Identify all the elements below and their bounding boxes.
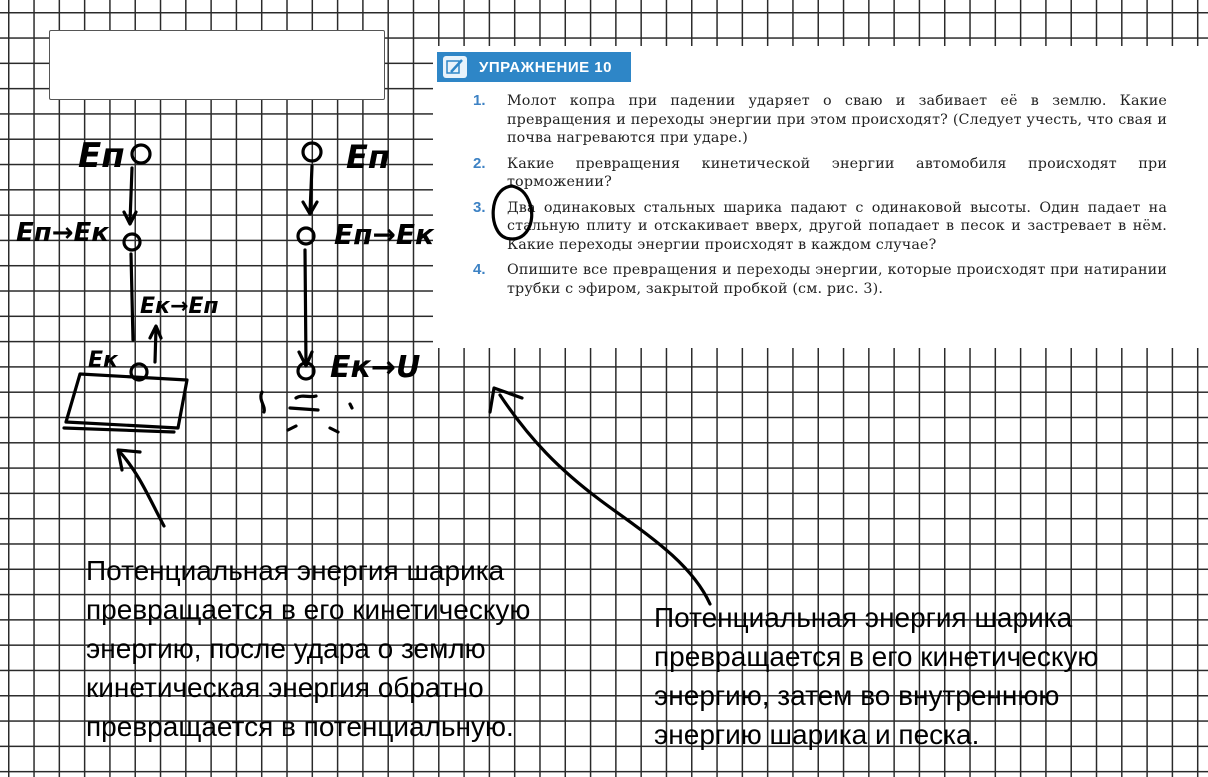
label-ep-left-top: Eп <box>78 136 125 176</box>
exercise-title: УПРАЖНЕНИЕ 10 <box>479 58 612 76</box>
label-ek-u-right: Eк→U <box>330 350 421 385</box>
pointer-right-head <box>490 388 522 412</box>
ball-mid-left <box>124 234 140 250</box>
label-ek-left-bottom: Eк <box>88 348 118 373</box>
circle-mark <box>493 186 532 239</box>
bounce-arrow-left <box>155 328 156 362</box>
label-ep-right-top: Eп <box>346 138 390 176</box>
exercise-text: Молот копра при падении ударяет о сваю и забивает её в землю. Какие превращения и переходы энергии при этом происходят? (Следует учесть, что свая и почва нагреваются при ударе.) <box>507 93 1167 146</box>
exercise-text: Какие превращения кинетической энергии автомобиля происходят при торможении? <box>507 155 1167 190</box>
sand-marks <box>261 392 352 432</box>
ball-top-left <box>132 145 150 163</box>
ball-top-right <box>303 143 321 161</box>
label-ek-ep-left: Eк→Eп <box>140 294 219 319</box>
exercise-number: 2. <box>473 154 486 172</box>
exercise-number: 1. <box>473 92 486 109</box>
caption-sand: Потенциальная энергия шарика превращается в его кинетическую энергию, затем во внутреннюю энергию шарика и песка. <box>654 602 1099 750</box>
pointer-left-shaft <box>120 452 164 526</box>
fall-line-right <box>305 250 306 364</box>
ball-mid-right <box>298 228 314 244</box>
caption-steel-plate: Потенциальная энергия шарика превращается в его кинетическую энергию, после удара о землю кинетическая энергия обратно превращается в потенциальную. <box>86 555 531 742</box>
fall-arrow-left <box>130 168 132 222</box>
exercise-number: 3. <box>473 198 486 216</box>
exercise-number: 4. <box>473 261 486 278</box>
exercise-text: Два одинаковых стальных шарика падают с одинаковой высоты. Один падает на стальную плиту и отскакивает вверх, другой попадает в песок и застревает в нём. Какие переходы энергии происходят в каждом случае? <box>507 199 1167 253</box>
steel-plate <box>66 374 187 428</box>
fall-line-left <box>131 254 133 340</box>
ground-line <box>64 428 174 432</box>
label-ep-ek-right: Eп→Eк <box>334 218 435 251</box>
fall-arrow-right <box>310 166 312 212</box>
label-ep-ek-left: Eп→Eк <box>16 218 109 248</box>
exercise-text: Опишите все превращения и переходы энергии, которые происходят при натирании трубки с эфиром, закрытой пробкой (см. рис. 3). <box>507 262 1167 297</box>
